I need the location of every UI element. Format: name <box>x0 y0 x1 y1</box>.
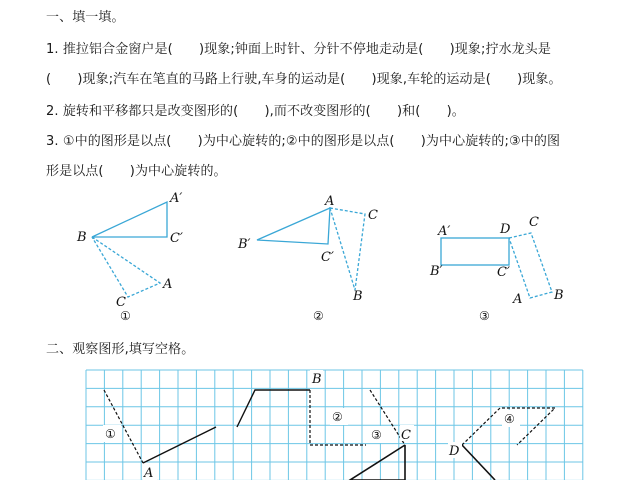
fig1-label-c-prime: C′ <box>170 231 183 246</box>
fig1-label-b: B <box>77 230 87 245</box>
fig2-label-a: A <box>325 194 335 209</box>
question-1-line-2: ( )现象;汽车在笔直的马路上行驶,车身的运动是( )现象,车轮的运动是( )现象。 <box>46 72 562 87</box>
grid-fig2-solid <box>237 390 310 427</box>
fig3-label-b: B <box>554 288 564 303</box>
fig1-label-a-prime: A′ <box>170 191 183 206</box>
fig2-label-b-prime: B′ <box>238 237 251 252</box>
fig3-label-a: A <box>513 292 523 307</box>
fig2-label-b: B <box>353 289 363 304</box>
grid-number-4: ④ <box>504 412 515 426</box>
section1-heading: 一、填一填。 <box>46 10 125 25</box>
grid-label-b: B <box>312 372 322 387</box>
fig2-label-c: C <box>368 208 378 223</box>
rotation-figures <box>0 185 640 325</box>
figure-1 <box>76 191 183 323</box>
grid-number-3: ③ <box>371 428 382 442</box>
fig2-original-triangle <box>257 208 330 244</box>
fig2-label-c-prime: C′ <box>321 250 334 265</box>
fig3-rotated-rectangle <box>509 233 552 298</box>
fig3-caption: ③ <box>479 309 490 323</box>
fig2-caption: ② <box>313 309 324 323</box>
fig3-label-c-prime: C′ <box>497 265 510 280</box>
question-3-line-1: 3. ①中的图形是以点( )为中心旋转的;②中的图形是以点( )为中心旋转的;③中的图 <box>46 134 561 149</box>
figure-2 <box>237 194 378 323</box>
fig3-label-c: C <box>529 215 539 230</box>
fig3-label-b-prime: B′ <box>430 264 443 279</box>
fig2-rotated-triangle <box>330 208 365 290</box>
grid-label-c: C <box>401 428 411 443</box>
grid-figure <box>0 365 640 480</box>
fig1-original-triangle <box>92 202 167 237</box>
fig1-label-c: C <box>116 295 126 310</box>
fig3-label-a-prime: A′ <box>438 224 451 239</box>
question-1-line-1: 1. 推拉铝合金窗户是( )现象;钟面上时针、分针不停地走动是( )现象;拧水龙头是 <box>46 42 551 57</box>
grid-fig1-solid <box>143 427 216 463</box>
figure-3 <box>429 215 564 323</box>
question-2: 2. 旋转和平移都只是改变图形的( ),而不改变图形的( )和( )。 <box>46 104 465 119</box>
grid-number-2: ② <box>332 410 343 424</box>
section2-heading: 二、观察图形,填写空格。 <box>46 342 195 357</box>
fig1-rotated-triangle <box>92 237 160 297</box>
fig3-original-rectangle <box>441 238 509 265</box>
fig3-label-d: D <box>500 222 511 237</box>
question-3-line-2: 形是以点( )为中心旋转的。 <box>46 164 227 179</box>
fig1-label-a: A <box>163 277 173 292</box>
fig1-caption: ① <box>120 309 131 323</box>
grid-label-d: D <box>449 444 460 459</box>
grid-label-a: A <box>144 466 154 480</box>
grid-number-1: ① <box>105 427 116 441</box>
